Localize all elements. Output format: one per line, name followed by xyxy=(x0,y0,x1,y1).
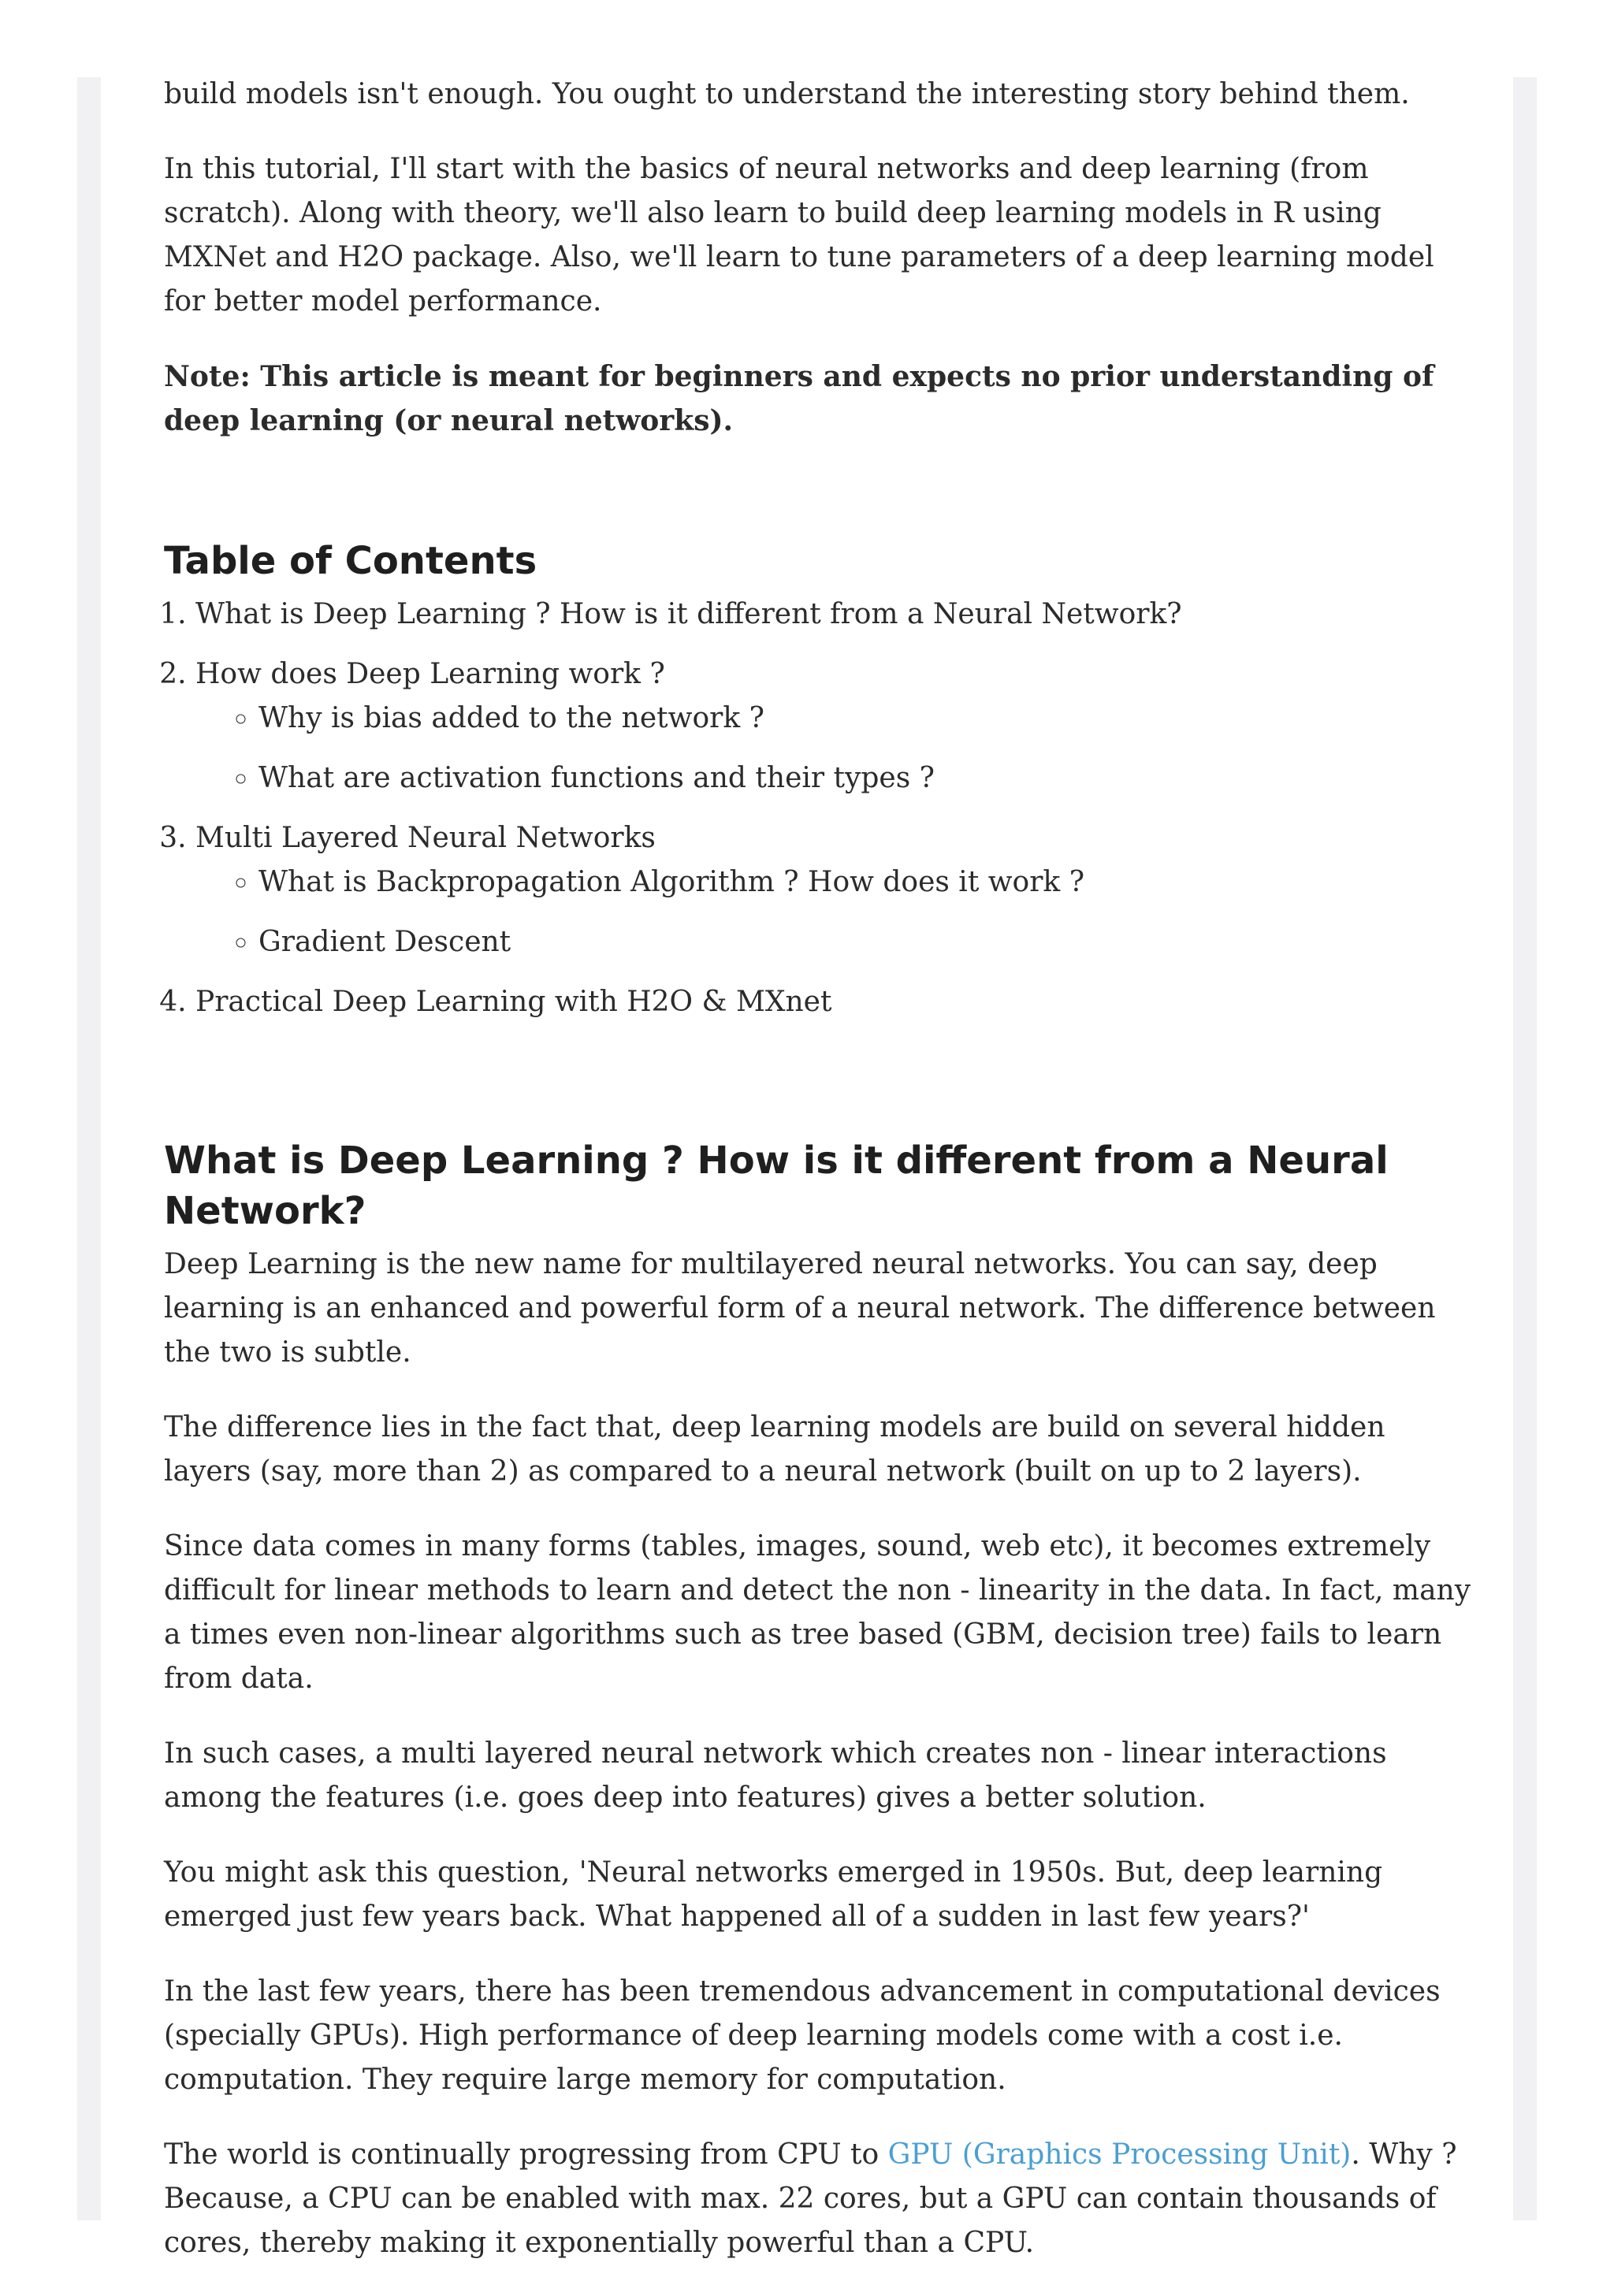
section-paragraph: In the last few years, there has been tremendous advancement in computational devices (specially GPUs). High performance of deep learning models come with a cost i.e. computation. They require large memory for computation. xyxy=(164,1975,1441,2096)
toc-sublist xyxy=(195,860,1472,964)
section-paragraph: Since data comes in many forms (tables, images, sound, web etc), it becomes extremely difficult for linear methods to learn and detect the non - linearity in the data. In fact, many a times even non-linear algorithms such as tree based (GBM, decision tree) fails to learn from data. xyxy=(164,1530,1471,1695)
article-content xyxy=(164,72,1472,2296)
toc-item-label[interactable]: How does Deep Learning work ? xyxy=(195,658,665,690)
toc-item-label[interactable]: Multi Layered Neural Networks xyxy=(195,822,656,854)
toc-subitem-gradient[interactable]: ◦ Gradient Descent xyxy=(258,920,1472,964)
toc-sublist xyxy=(195,697,1472,801)
toc-subitem-activation[interactable]: ◦ What are activation functions and their types ? xyxy=(258,756,1472,801)
toc-subitem-bias[interactable]: ◦ Why is bias added to the network ? xyxy=(258,697,1472,741)
section-paragraph: Deep Learning is the new name for multilayered neural networks. You can say, deep learning is an enhanced and powerful form of a neural network. The difference between the two is subtle. xyxy=(164,1248,1436,1369)
left-page-rail xyxy=(77,77,101,2220)
intro-paragraph-2: In this tutorial, I'll start with the basics of neural networks and deep learning (from scratch). Along with theory, we'll also learn to build deep learning models in R using MXNet and H2O package. Also, we'll learn to tune parameters of a deep learning model for better model performance. xyxy=(164,153,1434,318)
section-paragraph: You might ask this question, 'Neural networks emerged in 1950s. But, deep learning emerged just few years back. What happened all of a sudden in last few years?' xyxy=(164,1856,1383,1933)
section-paragraph: In such cases, a multi layered neural network which creates non - linear interactions among the features (i.e. goes deep into features) gives a better solution. xyxy=(164,1737,1387,1814)
text-before-link: The world is continually progressing from CPU to xyxy=(164,2138,888,2171)
table-of-contents xyxy=(164,593,1472,1024)
toc-item-2[interactable] xyxy=(195,652,1472,801)
section-paragraph: The difference lies in the fact that, deep learning models are build on several hidden layers (say, more than 2) as compared to a neural network (built on up to 2 layers). xyxy=(164,1411,1385,1488)
toc-item-4[interactable] xyxy=(195,980,1472,1024)
toc-item-label[interactable]: Practical Deep Learning with H2O & MXnet xyxy=(195,986,832,1018)
toc-title: Table of Contents xyxy=(164,539,537,583)
section-paragraph-gpu xyxy=(164,2133,1472,2265)
gpu-link[interactable]: GPU (Graphics Processing Unit) xyxy=(887,2138,1352,2171)
toc-item-1[interactable] xyxy=(195,593,1472,637)
intro-paragraph-1: build models isn't enough. You ought to understand the interesting story behind them. xyxy=(164,78,1410,110)
right-page-rail xyxy=(1513,77,1537,2220)
toc-subitem-backprop[interactable]: ◦ What is Backpropagation Algorithm ? How does it work ? xyxy=(258,860,1472,905)
toc-item-3[interactable] xyxy=(195,816,1472,964)
section-title: What is Deep Learning ? How is it different from a Neural Network? xyxy=(164,1139,1389,1233)
toc-item-label[interactable]: What is Deep Learning ? How is it different from a Neural Network? xyxy=(195,598,1182,630)
beginner-note: Note: This article is meant for beginners and expects no prior understanding of deep learning (or neural networks). xyxy=(164,360,1434,437)
text-after-link: . Why ? Because, a CPU can be enabled with max. 22 cores, but a GPU can contain thousands of cores, thereby making it exponentially powerful than a CPU. xyxy=(164,2138,1457,2259)
